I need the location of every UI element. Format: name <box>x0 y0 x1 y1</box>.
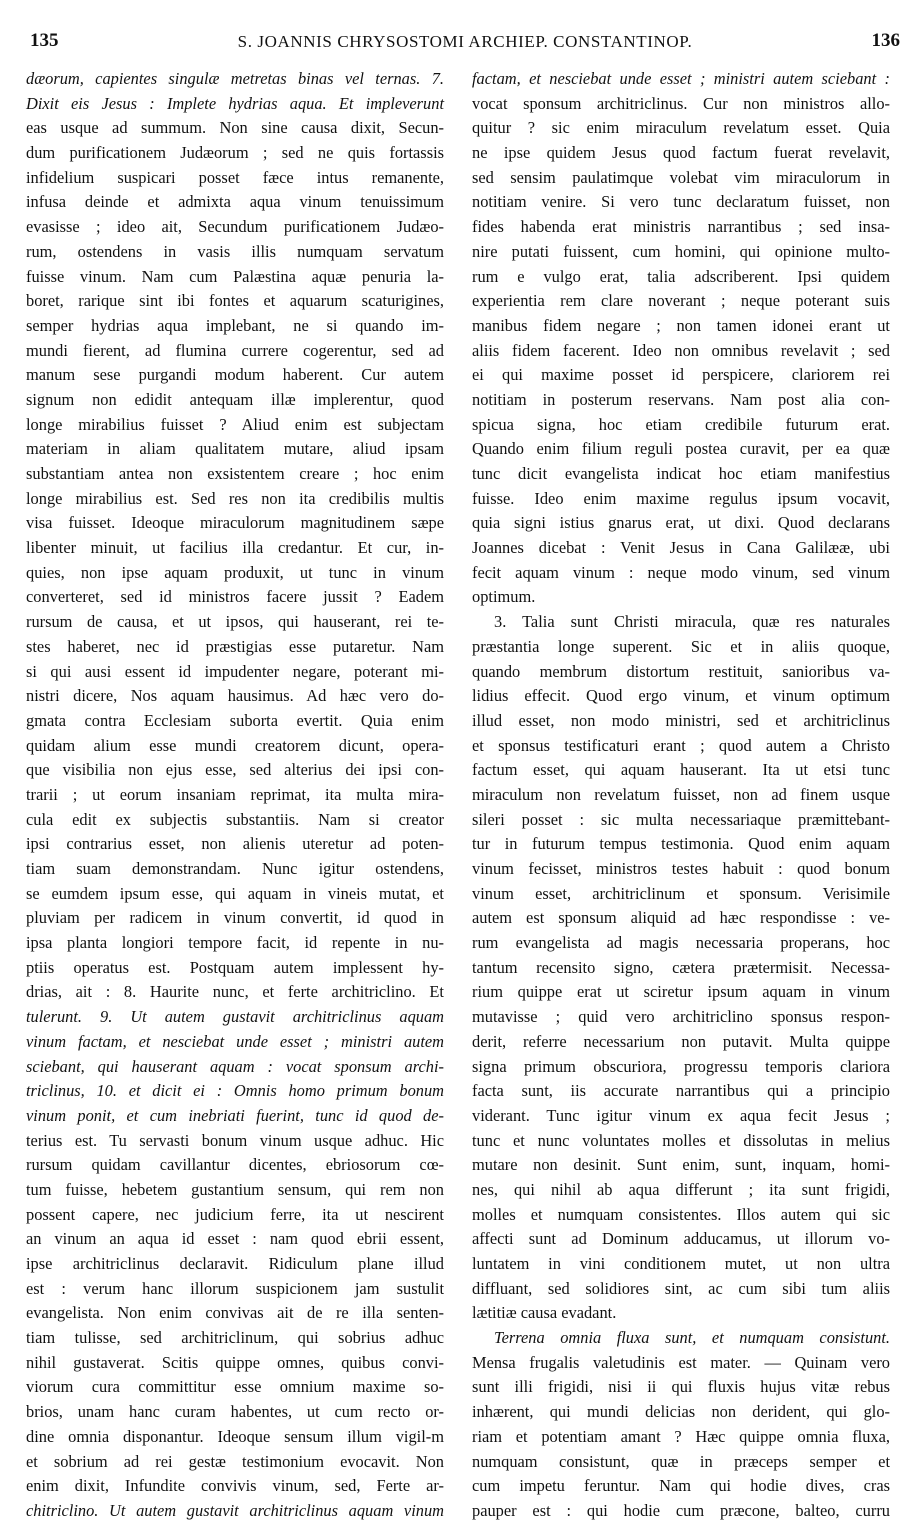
text-line: vinum ponit, et cum inebriati fuerint, tunc id quod de- <box>26 1105 444 1125</box>
text-line: fecit aquam vinum : neque modo vinum, sed vinum <box>472 562 890 582</box>
text-line: se eumdem ipsum esse, qui aquam in vineis mutat, et <box>26 883 444 903</box>
text-line: 3. Talia sunt Christi miracula, quæ res naturales <box>494 612 890 632</box>
text-line: nihil gustaverat. Scitis quippe omnes, quibus convi- <box>26 1352 444 1372</box>
text-line: tiam suam demonstrandam. Nunc igitur ostendens, <box>26 859 444 878</box>
text-line: infusa deinde et admixta aqua vinum tenuissimum <box>26 192 444 212</box>
page-header <box>30 30 900 60</box>
text-line: semper hydrias aqua implebant, ne si quando im- <box>26 315 444 335</box>
text-line: ipse architriclinus declaravit. Ridiculum plane illud <box>26 1254 444 1273</box>
text-line: infidelium suspicari posset fæce intus remanente, <box>26 167 444 187</box>
text-line: substantiam antea non exsistentem creare ; hoc enim <box>26 464 444 483</box>
text-line: viderant. Tunc igitur vinum ex aqua fecit Jesus ; <box>472 1105 890 1125</box>
text-line: facta sunt, iis accurate narrantibus qui a principio <box>472 1081 890 1101</box>
text-line: quando membrum distortum restituit, sanioribus va- <box>472 661 890 681</box>
text-line: Terrena omnia fluxa sunt, et numquam consistunt. <box>494 1328 890 1348</box>
text-line: pauper est : qui hodie cum præcone, balteo, curru <box>472 1500 890 1520</box>
page-number-right: 136 <box>871 30 900 51</box>
text-line: riam et potentiam amant ? Hæc quippe omnia fluxa, <box>472 1426 890 1446</box>
text-line: trarii ; ut eorum insaniam reprimat, ita multa mira- <box>26 784 444 804</box>
text-line: inhærent, qui mundi delicias non derident, qui glo- <box>472 1402 890 1422</box>
text-line: que visibilia non ejus esse, sed alterius dei ipsi con- <box>26 760 444 780</box>
text-line: nire putati fuissent, cum homini, qui opinione multo- <box>472 241 890 261</box>
text-line: manum sese purgandi modum haberent. Cur autem <box>26 365 444 385</box>
text-line: est : verum hanc illorum suspicionem jam sustulit <box>26 1278 444 1298</box>
text-line: optimum. <box>472 587 536 607</box>
text-line: spicua signa, hoc etiam credibile futurum erat. <box>472 414 890 434</box>
text-line: miraculum non revelatum fuisset, non ad finem usque <box>472 784 890 804</box>
text-line: diffluant, sed solidiores sint, ac cum sibi tum aliis <box>472 1278 890 1298</box>
text-line: cum impetu feruntur. Nam qui hodie dives, cras <box>472 1476 890 1496</box>
text-line: quies, non ipse aquam produxit, ut tunc in vinum <box>26 562 444 582</box>
text-line: nistri dicere, Nos aquam hausimus. Ad hæc vero do- <box>26 686 444 706</box>
text-line: ei qui maxime posset id perspicere, clariorem rei <box>472 365 890 385</box>
text-line: signum non edidit antequam illæ implerentur, quod <box>26 389 444 409</box>
text-line: Mensa frugalis valetudinis est mater. — Quinam vero <box>472 1352 890 1372</box>
text-line: evangelista. Non enim convivas ait de re illa senten- <box>26 1303 444 1323</box>
text-line: experientia rem clare noverant ; neque poterant suis <box>472 291 890 311</box>
text-line: mutavisse ; quid vero architriclino sponsus respon- <box>472 1007 890 1027</box>
text-line: si qui ausi essent id impudenter negare, poterant mi- <box>26 661 444 681</box>
text-line: lidius effecit. Quod ergo vinum, et vinum optimum <box>472 686 890 706</box>
text-line: sunt illi frigidi, nisi ii qui fluxis hujus vitæ rebus <box>472 1377 890 1397</box>
text-line: converteret, sed id ministros facere jussit ? Eadem <box>26 587 444 607</box>
right-column <box>472 67 890 1520</box>
text-line: tur in futurum tempus testimonia. Quod enim aquam <box>472 834 890 854</box>
text-line: manibus fidem negare ; non tamen idonei erant ut <box>472 315 890 335</box>
text-line: Joannes dicebat : Venit Jesus in Cana Galilææ, ubi <box>472 538 890 558</box>
text-line: rum, ostendens in vasis illis numquam servatum <box>26 241 444 261</box>
text-line: et sobrium ad rei gestæ testimonium evocavit. Non <box>26 1451 444 1471</box>
text-line: quidam alium esse mundi creatorem dicunt, opera- <box>26 735 444 755</box>
text-line: vinum fecisset, ministros testes habuit : quod bonum <box>472 859 890 878</box>
text-line: tantum recensito signo, cætera prætermisit. Necessa- <box>472 957 890 977</box>
text-line: gmata contra Ecclesiam suborta evertit. Quia enim <box>26 710 444 730</box>
text-line: materiam in aliam qualitatem mutare, aliud ipsam <box>26 439 444 459</box>
text-line: ipsi contrarius esset, non alienis uteretur ad poten- <box>26 834 444 854</box>
text-line: rursum de causa, et ut ipsos, qui hauserant, rei te- <box>26 612 444 632</box>
text-line: evasisse ; ideo ait, Secundum purificationem Judæo- <box>26 217 444 237</box>
text-line: autem est sponsum aliquid ad hæc respondisse : ve- <box>472 908 890 928</box>
text-line: mundi fierent, ad flumina currere cogerentur, sed ad <box>26 340 444 360</box>
text-line: præstantia longe superent. Sic et in aliis quoque, <box>472 636 890 656</box>
text-line: longe mirabilius fuisset ? Aliud enim est subjectam <box>26 414 444 434</box>
text-line: boret, rarique sint ibi fontes et aquarum scaturigines, <box>26 291 444 311</box>
text-line: aliis fidem facerent. Ideo non omnibus revelavit ; sed <box>472 340 890 360</box>
text-line: libenter minuit, ut facilius illa credantur. Et cur, in- <box>26 538 444 558</box>
text-line: dine omnia disponantur. Ideoque sensum illum vigil-m <box>26 1426 444 1446</box>
text-line: ne ipse quidem Jesus quod factum fuerat revelavit, <box>472 143 890 163</box>
text-line: chitriclino. Ut autem gustavit architriclinus aquam vinum <box>26 1500 444 1520</box>
text-line: tunc dicit evangelista indicat hoc etiam manifestius <box>472 464 890 483</box>
text-line: et sponsus testificaturi erant ; quod autem a Christo <box>472 735 890 755</box>
text-line: an vinum an aqua id esset : nam quod ebrii essent, <box>26 1229 444 1249</box>
text-line: ipsa planta longiori tempore facit, id repente in nu- <box>26 933 444 953</box>
text-line: sileri posset : sic multa necessariaque præmittebant- <box>472 809 890 829</box>
text-line: visa fuisset. Ideoque miraculorum magnitudinem sæpe <box>26 513 444 533</box>
text-line: dum purificationem Judæorum ; sed ne quis fortassis <box>26 143 444 163</box>
text-line: eas usque ad summum. Non sine causa dixit, Secun- <box>26 118 444 138</box>
text-line: vinum esset, architriclinum et sponsum. Verisimile <box>472 883 890 903</box>
text-line: fuisse. Ideo enim maxime regulus ipsum vocavit, <box>472 488 890 508</box>
text-line: rum e vulgo erat, talia adscriberent. Ipsi quidem <box>472 266 890 286</box>
text-line: vocat sponsum architriclinus. Cur non ministros allo- <box>472 93 890 113</box>
text-line: rium quippe erat ut sciretur ipsum aquam in vinum <box>472 982 890 1002</box>
text-line: longe mirabilius est. Sed res non ita credibilis multis <box>26 488 444 508</box>
running-title: S. JOANNIS CHRYSOSTOMI ARCHIEP. CONSTANTINOP. <box>237 32 693 51</box>
text-line: rursum quidam cavillantur dicentes, ebriosorum cœ- <box>26 1155 444 1175</box>
text-line: viorum cura committitur esse omnium maxime so- <box>26 1377 444 1397</box>
text-line: affecti sunt ad Dominum adducamus, ut illorum vo- <box>472 1229 890 1249</box>
text-line: Dixit eis Jesus : Implete hydrias aqua. Et impleverunt <box>26 93 444 113</box>
text-line: notitiam venire. Si vero tunc declaratum fuisset, non <box>472 192 890 212</box>
text-line: notitiam in posterum reservans. Nam post alia con- <box>472 389 890 409</box>
text-line: derit, referre necessarium non putavit. Multa quippe <box>472 1031 890 1051</box>
text-line: sed sensim paulatimque volebat vim miraculorum in <box>472 167 890 187</box>
page-number-left: 135 <box>30 30 59 51</box>
text-line: numquam consistunt, quæ in præceps semper et <box>472 1451 890 1471</box>
text-line: brios, unam hanc curam habentes, ut cum recto or- <box>26 1402 444 1422</box>
text-line: triclinus, 10. et dicit ei : Omnis homo primum bonum <box>26 1081 444 1101</box>
text-line: quitur ? sic enim miraculum revelatum esset. Quia <box>472 118 890 138</box>
text-line: drias, ait : 8. Haurite nunc, et ferte architriclino. Et <box>26 982 444 1002</box>
text-line: possent capere, nec judicium ferre, ita ut nescirent <box>26 1204 444 1224</box>
text-line: signa primum obscuriora, progressu temporis clariora <box>472 1056 890 1076</box>
left-column <box>26 67 444 1520</box>
text-line: factam, et nesciebat unde esset ; ministri autem sciebant : <box>472 69 890 88</box>
text-line: stes haberet, nec id præstigias esse putaretur. Nam <box>26 636 444 656</box>
text-line: illud esset, non modo ministri, sed et architriclinus <box>472 710 890 730</box>
text-line: quia signi istius gnarus erat, ut dixi. Quod declarans <box>472 513 890 533</box>
text-line: factum esset, qui aquam hauserant. Ita ut etsi tunc <box>472 760 890 780</box>
text-line: cula edit ex subjectis substantiis. Nam si creator <box>26 809 444 829</box>
text-line: ptiis operatus est. Postquam autem implessent hy- <box>26 957 444 977</box>
text-line: enim dixit, Infundite convivis vinum, sed, Ferte ar- <box>26 1476 444 1496</box>
text-line: fides habenda erat ministris narrantibus ; sed insa- <box>472 217 890 237</box>
text-line: pluviam per radicem in vinum convertit, id quod in <box>26 908 444 928</box>
text-line: fuisse vinum. Nam cum Palæstina aquæ penuria la- <box>26 266 444 286</box>
text-line: tulerunt. 9. Ut autem gustavit architriclinus aquam <box>26 1007 444 1027</box>
text-line: Quando enim filium reguli postea curavit, per ea quæ <box>472 439 890 459</box>
text-line: tunc et nunc voluntates molles et dissolutas in melius <box>472 1130 890 1150</box>
text-line: luntatem in vini conditionem mutet, ut non ultra <box>472 1254 890 1273</box>
text-line: molles et numquam consistentes. Illos autem qui sic <box>472 1204 890 1224</box>
text-line: rum evangelista ad magis necessaria properans, hoc <box>472 933 890 953</box>
text-line: vinum factam, et nesciebat unde esset ; ministri autem <box>26 1031 444 1051</box>
text-line: tiam tulisse, sed architriclinum, qui sobrius adhuc <box>26 1328 444 1348</box>
text-line: mutare non desinit. Sunt enim, sunt, inquam, homi- <box>472 1155 890 1175</box>
text-line: tum fuisse, hebetem gustantium sensum, qui rem non <box>26 1179 444 1199</box>
text-line: sciebant, qui hauserant aquam : vocat sponsum archi- <box>26 1056 444 1076</box>
text-line: nes, qui nihil ab aqua differunt ; ita sunt frigidi, <box>472 1179 890 1199</box>
text-line: terius est. Tu servasti bonum vinum usque adhuc. Hic <box>26 1130 444 1150</box>
text-line: dæorum, capientes singulæ metretas binas vel ternas. 7. <box>26 69 444 88</box>
text-line: lætitiæ causa evadant. <box>472 1303 617 1323</box>
